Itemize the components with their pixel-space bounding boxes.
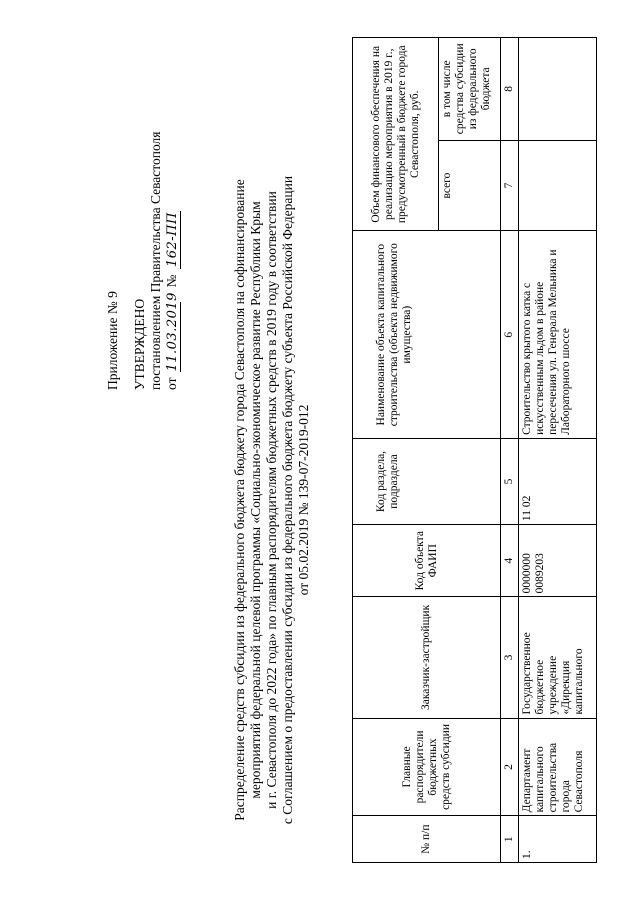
header-funding-group: Объем финансового обеспечения на реализацию мероприятия в 2019 г., предусмотренный в бюджете города Севастополя, руб. [353, 38, 439, 231]
column-number: 7 [501, 140, 519, 231]
distribution-table [352, 37, 597, 863]
title-line: от 05.02.2019 № 139-07-2019-012 [296, 404, 311, 596]
column-number: 4 [501, 525, 519, 597]
approved-by: постановлением Правительства Севастополя [148, 131, 163, 390]
header-subsidy: в том числе средства субсидии из федерального бюджета [439, 38, 501, 141]
header-section-code: Код раздела, подраздела [353, 438, 501, 524]
title-line: Распределение средств субсидии из федерального бюджета бюджету города Севастополя на софинансирование [232, 179, 247, 821]
column-number: 3 [501, 597, 519, 718]
header-customer: Заказчик-застройщик [353, 597, 501, 718]
approval-date-line [164, 211, 181, 390]
column-number: 6 [501, 231, 519, 438]
row-object-name: Строительство крытого катка с искусственным льдом в районе пересечения ул. Генерала Мельника и Лабораторного шоссе [519, 231, 597, 438]
row-num: 1. [519, 816, 597, 863]
approved-stamp: УТВЕРЖДЕНО [132, 298, 147, 390]
column-number: 2 [501, 718, 519, 816]
handwritten-date: 11.03.2019 [165, 292, 180, 372]
column-number: 8 [501, 38, 519, 141]
column-number: 1 [501, 816, 519, 863]
date-prefix: от [164, 377, 179, 390]
row-subsidy [519, 38, 597, 141]
header-num: № п/п [353, 816, 501, 863]
document-title [232, 140, 312, 860]
row-distributor: Департамент капитального строительства города Севастополя [519, 718, 597, 816]
number-sign: № [164, 274, 179, 288]
table-row [519, 38, 597, 863]
header-faip-code: Код объекта ФАИП [353, 525, 501, 597]
appendix-number: Приложение № 9 [105, 291, 120, 390]
header-distributor: Главные распорядители бюджетных средств субсидии [353, 718, 501, 816]
title-line: с Соглашением о предоставлении субсидии из федерального бюджета бюджету субъекта Российской Федерации [280, 175, 295, 825]
row-faip-code: 0000000 0089203 [519, 525, 597, 597]
title-line: и г. Севастополя до 2022 года» по главным распорядителям бюджетных средств в 2019 году в соответствии [264, 191, 279, 809]
column-number: 5 [501, 438, 519, 524]
row-section-code: 11 02 [519, 438, 597, 524]
title-line: мероприятий федеральной целевой программы «Социально-экономическое развитие Республики Крым [248, 201, 263, 799]
header-object-name: Наименование объекта капитального строительства (объекта недвижимого имущества) [353, 231, 501, 438]
header-total: всего [439, 140, 501, 231]
row-total [519, 140, 597, 231]
handwritten-number: 162-ПП [165, 212, 180, 268]
row-customer: Государственное бюджетное учреждение «Дирекция капитального [519, 597, 597, 718]
